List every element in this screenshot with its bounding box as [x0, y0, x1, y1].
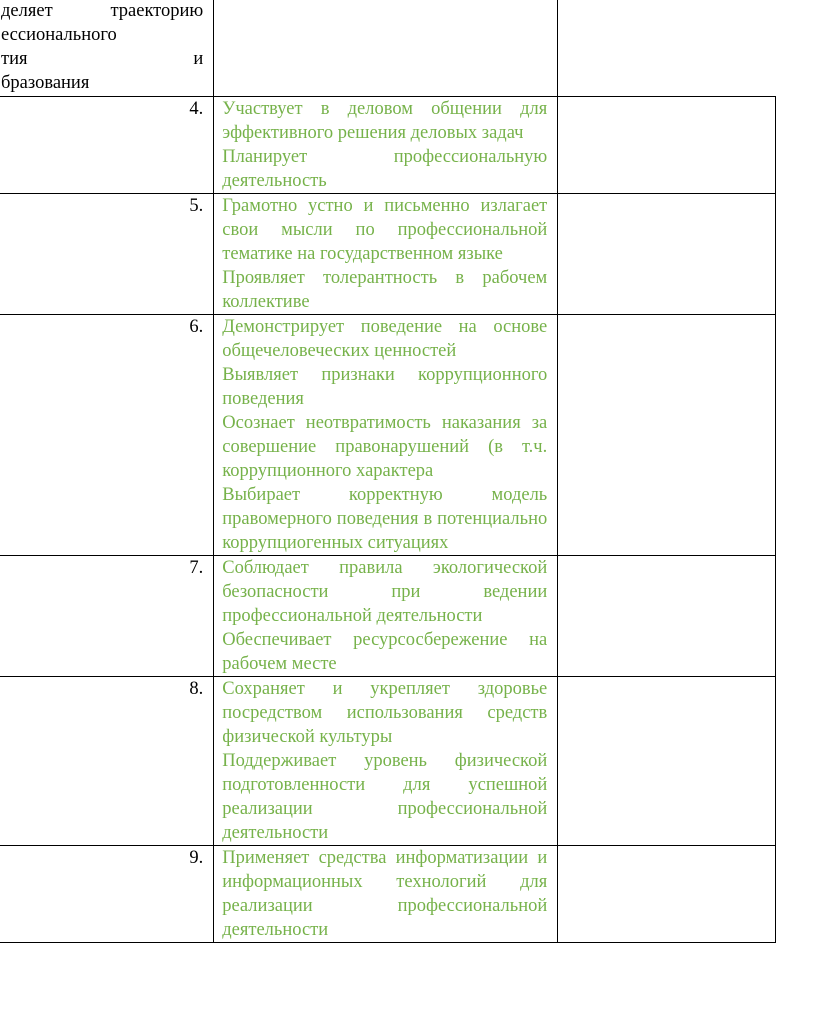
table-row	[0, 677, 776, 846]
table-row	[0, 315, 776, 556]
empty-cell	[558, 556, 776, 677]
indicator-text: Сохраняет и укрепляет здоровье посредством использования средств физической культуры	[222, 679, 548, 747]
indicator-cell	[214, 677, 558, 846]
row-number: 5.	[189, 196, 204, 216]
row-number: 9.	[189, 848, 204, 868]
row-number-cell	[0, 194, 214, 315]
empty-cell	[558, 315, 776, 556]
indicator-text: Участвует в деловом общении для эффективного решения деловых задач	[222, 99, 548, 143]
indicator-text: Применяет средства информатизации и информационных технологий для реализации профессиональной деятельности	[222, 848, 548, 940]
empty-cell	[558, 846, 776, 943]
indicator-cell	[214, 315, 558, 556]
indicator-text: Соблюдает правила экологической безопасности при ведении профессиональной деятельности	[222, 558, 548, 626]
row-number: 6.	[189, 317, 204, 337]
indicator-cell	[214, 556, 558, 677]
empty-cell	[558, 677, 776, 846]
cell-text: бразования	[1, 73, 90, 93]
table-row	[0, 97, 776, 194]
indicator-text: Выбирает корректную модель правомерного поведения в потенциально коррупциогенных ситуациях	[222, 485, 548, 553]
indicator-text: Проявляет толерантность в рабочем коллективе	[222, 268, 548, 312]
row-number-cell	[0, 677, 214, 846]
indicator-cell	[214, 846, 558, 943]
cell-text: деляет траекторию	[1, 1, 204, 21]
cell-text: тия и	[1, 49, 204, 69]
empty-cell	[558, 97, 776, 194]
row-number-cell	[0, 97, 214, 194]
row-number: 8.	[189, 679, 204, 699]
row-number-cell	[0, 846, 214, 943]
row-number: 4.	[189, 99, 204, 119]
empty-margin-cell	[558, 0, 776, 97]
indicator-text: Планирует профессиональную деятельность	[222, 147, 548, 191]
indicator-cell	[214, 97, 558, 194]
indicator-text: Поддерживает уровень физической подготовленности для успешной реализации профессиональной деятельности	[222, 751, 548, 843]
indicator-text: Демонстрирует поведение на основе общечеловеческих ценностей	[222, 317, 548, 361]
row-number-cell	[0, 315, 214, 556]
row-label-cell	[0, 0, 214, 97]
indicator-cell	[214, 194, 558, 315]
table-row	[0, 846, 776, 943]
empty-cell	[558, 194, 776, 315]
table-row	[0, 194, 776, 315]
cell-text: ессионального	[1, 25, 117, 45]
indicator-text: Обеспечивает ресурсосбережение на рабочем месте	[222, 630, 548, 674]
table-row	[0, 0, 776, 97]
indicator-text: Грамотно устно и письменно излагает свои мысли по профессиональной тематике на государственном языке	[222, 196, 548, 264]
table-row	[0, 556, 776, 677]
indicator-text: Осознает неотвратимость наказания за совершение правонарушений (в т.ч. коррупционного характера	[222, 413, 548, 481]
indicator-cell	[214, 0, 558, 97]
row-number-cell	[0, 556, 214, 677]
row-number: 7.	[189, 558, 204, 578]
indicator-text: Выявляет признаки коррупционного поведения	[222, 365, 548, 409]
